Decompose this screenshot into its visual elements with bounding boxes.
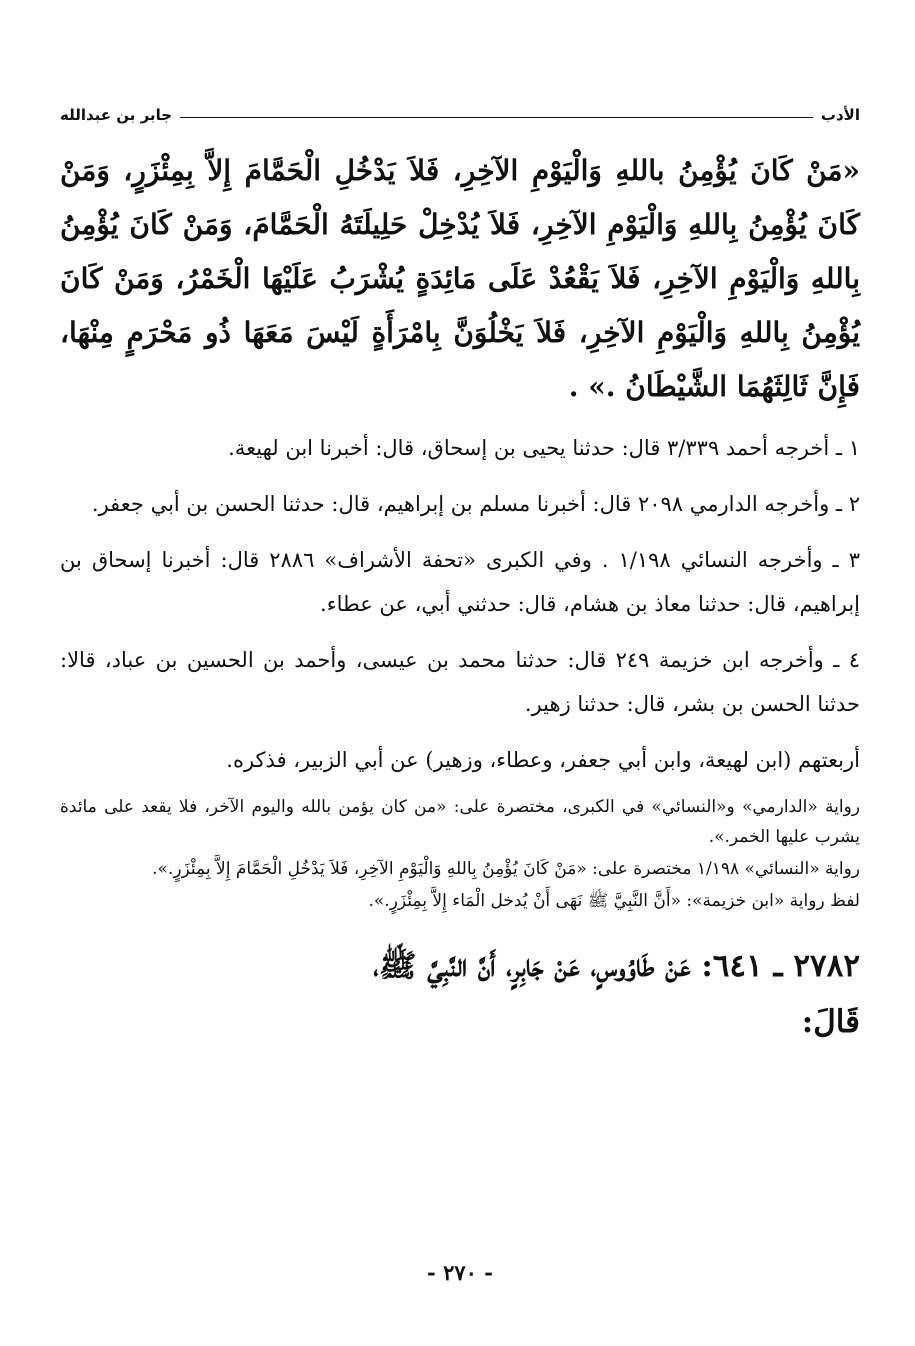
notes-section — [60, 792, 860, 916]
next-hadith-continuation: قَالَ: — [801, 1004, 860, 1040]
document-page — [60, 88, 860, 1318]
takhrij-paragraph: ٤ ـ وأخرجه ابن خزيمة ٢٤٩ قال: حدثنا محمد بن عيسى، وأحمد بن الحسين بن عباد، قالا: حدثنا الحسن بن بشر، قال: حدثنا زهير. — [60, 648, 860, 716]
note-paragraph: رواية «النسائي» ١/١٩٨ مختصرة على: «مَنْ كَانَ يُؤْمِنُ بِاللهِ وَالْيَوْمِ الآخِرِ، فَلاَ يَدْخُلِ الْحَمَّامَ إِلاَّ بِمِئْزَرٍ.». — [152, 859, 860, 879]
running-head-chapter: الأدب — [820, 106, 860, 124]
note-paragraph: رواية «الدارمي» و«النسائي» في الكبرى، مختصرة على: «من كان يؤمن بالله واليوم الآخر، فلا يقعد على مائدة يشرب عليها الخمر.». — [60, 797, 860, 847]
running-head-rule — [180, 117, 813, 118]
next-hadith — [60, 938, 860, 1050]
running-head — [60, 88, 860, 124]
running-head-narrator: جابر بن عبدالله — [60, 106, 173, 124]
note-paragraph: لفظ رواية «ابن خزيمة»: «أَنَّ النَّبِيَّ ﷺ نَهَى أَنْ يُدخل الْمَاء إِلاَّ بِمِئْزَرٍ.». — [368, 891, 860, 911]
takhrij-summary: أربعتهم (ابن لهيعة، وابن أبي جعفر، وعطاء، وزهير) عن أبي الزبير، فذكره. — [226, 748, 860, 772]
next-hadith-heading: ٢٧٨٢ ـ ٦٤١: عَنْ طَاوُوسٍ، عَنْ جَابِرٍ، أَنَّ النَّبِيَّ ﷺ، — [373, 948, 860, 984]
hadith-text: «مَنْ كَانَ يُؤْمِنُ باللهِ وَالْيَوْمِ الآخِرِ، فَلاَ يَدْخُلِ الْحَمَّامَ إِلاَّ بِمِئْزَرٍ، وَمَنْ كَانَ يُؤْمِنُ بِاللهِ وَالْيَوْمِ الآخِرِ، فَلاَ يُدْخِلْ حَلِيلَتَهُ الْحَمَّامَ، وَمَنْ كَانَ يُؤْمِنُ بِاللهِ وَالْيَوْمِ الآخِرِ، فَلاَ يَقْعُدْ عَلَى مَائِدَةٍ يُشْرَبُ عَلَيْهَا الْخَمْرُ، وَمَنْ كَانَ يُؤْمِنُ بِاللهِ وَالْيَوْمِ الآخِرِ، فَلاَ يَخْلُوَنَّ بِامْرَأَةٍ لَيْسَ مَعَهَا ذُو مَحْرَمٍ مِنْهَا، فَإِنَّ ثَالِثَهُمَا الشَّيْطَانُ .» . — [60, 154, 860, 403]
takhrij-paragraph: ٢ ـ وأخرجه الدارمي ٢٠٩٨ قال: أخبرنا مسلم بن إبراهيم، قال: حدثنا الحسن بن أبي جعفر. — [91, 492, 860, 516]
takhrij-section — [60, 426, 860, 782]
takhrij-paragraph: ١ ـ أخرجه أحمد ٣/٣٣٩ قال: حدثنا يحيى بن إسحاق، قال: أخبرنا ابن لهيعة. — [228, 436, 860, 460]
takhrij-paragraph: ٣ ـ وأخرجه النسائي ١/١٩٨ . وفي الكبرى «تحفة الأشراف» ٢٨٨٦ قال: أخبرنا إسحاق بن إبراهيم، قال: حدثنا معاذ بن هشام، قال: حدثني أبي، عن عطاء. — [60, 548, 860, 616]
page-number: - ٢٧٠ - — [427, 1260, 493, 1285]
